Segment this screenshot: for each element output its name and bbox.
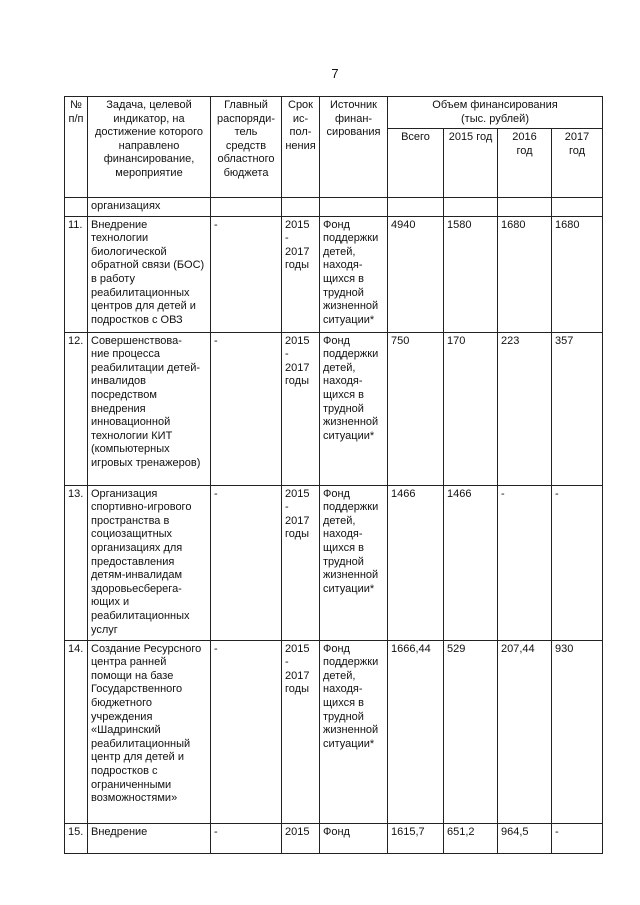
row-number: 14. <box>65 640 88 823</box>
continuation-text: организациях <box>88 198 211 217</box>
table-row <box>65 332 603 485</box>
row-2016: 1680 <box>498 216 552 332</box>
row-2016: - <box>498 485 552 640</box>
row-total: 750 <box>388 332 444 485</box>
row-task: Организация спортивно-игрового пространства в социозащитных организациях для предоставления детям-инвалидам здоровьесберега- ющих и реабилитационных услуг <box>88 485 211 640</box>
row-period: 2015 - 2017 годы <box>282 216 320 332</box>
continuation-number-cell <box>65 198 88 217</box>
row-2017: - <box>552 485 603 640</box>
financing-table <box>64 96 603 854</box>
row-2016: 964,5 <box>498 823 552 853</box>
row-2016: 207,44 <box>498 640 552 823</box>
header-2015: 2015 год <box>444 129 498 198</box>
table-row <box>65 485 603 640</box>
row-task: Внедрение технологии биологической обратной связи (БОС) в работу реабилитационных центров для детей и подростков с ОВЗ <box>88 216 211 332</box>
row-2015: 529 <box>444 640 498 823</box>
header-task: Задача, целевой индикатор, на достижение которого направлено финансирование, мероприятие <box>88 97 211 198</box>
header-manager: Главный распоряди- тель средств областного бюджета <box>211 97 282 198</box>
row-task: Внедрение <box>88 823 211 853</box>
row-2015: 1466 <box>444 485 498 640</box>
page-number: 7 <box>331 66 339 81</box>
row-number: 12. <box>65 332 88 485</box>
header-2017: 2017 год <box>552 129 603 198</box>
row-manager: - <box>211 332 282 485</box>
row-total: 1666,44 <box>388 640 444 823</box>
row-number: 15. <box>65 823 88 853</box>
header-2016: 2016 год <box>498 129 552 198</box>
header-number: № п/п <box>65 97 88 198</box>
row-manager: - <box>211 823 282 853</box>
row-total: 1466 <box>388 485 444 640</box>
row-manager: - <box>211 640 282 823</box>
row-2017: 1680 <box>552 216 603 332</box>
row-period: 2015 <box>282 823 320 853</box>
row-2017: 357 <box>552 332 603 485</box>
row-source: Фонд поддержки детей, находя- щихся в трудной жизненной ситуации* <box>320 640 388 823</box>
row-2016: 223 <box>498 332 552 485</box>
header-total: Всего <box>388 129 444 198</box>
row-manager: - <box>211 216 282 332</box>
table-row <box>65 640 603 823</box>
row-source: Фонд поддержки детей, находя- щихся в трудной жизненной ситуации* <box>320 332 388 485</box>
row-2015: 651,2 <box>444 823 498 853</box>
row-source: Фонд <box>320 823 388 853</box>
row-total: 4940 <box>388 216 444 332</box>
row-2015: 1580 <box>444 216 498 332</box>
header-volume: Объем финансирования (тыс. рублей) <box>388 97 603 129</box>
row-2017: 930 <box>552 640 603 823</box>
row-2015: 170 <box>444 332 498 485</box>
row-manager: - <box>211 485 282 640</box>
header-source: Источник финан- сирования <box>320 97 388 198</box>
row-source: Фонд поддержки детей, находя- щихся в трудной жизненной ситуации* <box>320 216 388 332</box>
row-period: 2015 - 2017 годы <box>282 332 320 485</box>
row-period: 2015 - 2017 годы <box>282 485 320 640</box>
continuation-row <box>65 198 603 217</box>
table-row <box>65 823 603 853</box>
row-task: Создание Ресурсного центра ранней помощи на базе Государственного бюджетного учреждения «Шадринский реабилитационный центр для детей и подростков с ограниченными возможностями» <box>88 640 211 823</box>
row-period: 2015 - 2017 годы <box>282 640 320 823</box>
row-source: Фонд поддержки детей, находя- щихся в трудной жизненной ситуации* <box>320 485 388 640</box>
header-period: Срок ис- пол- нения <box>282 97 320 198</box>
table-row <box>65 216 603 332</box>
row-number: 11. <box>65 216 88 332</box>
row-number: 13. <box>65 485 88 640</box>
row-total: 1615,7 <box>388 823 444 853</box>
row-2017: - <box>552 823 603 853</box>
row-task: Совершенствова- ние процесса реабилитации детей-инвалидов посредством внедрения инновационной технологии КИТ (компьютерных игровых тренажеров) <box>88 332 211 485</box>
